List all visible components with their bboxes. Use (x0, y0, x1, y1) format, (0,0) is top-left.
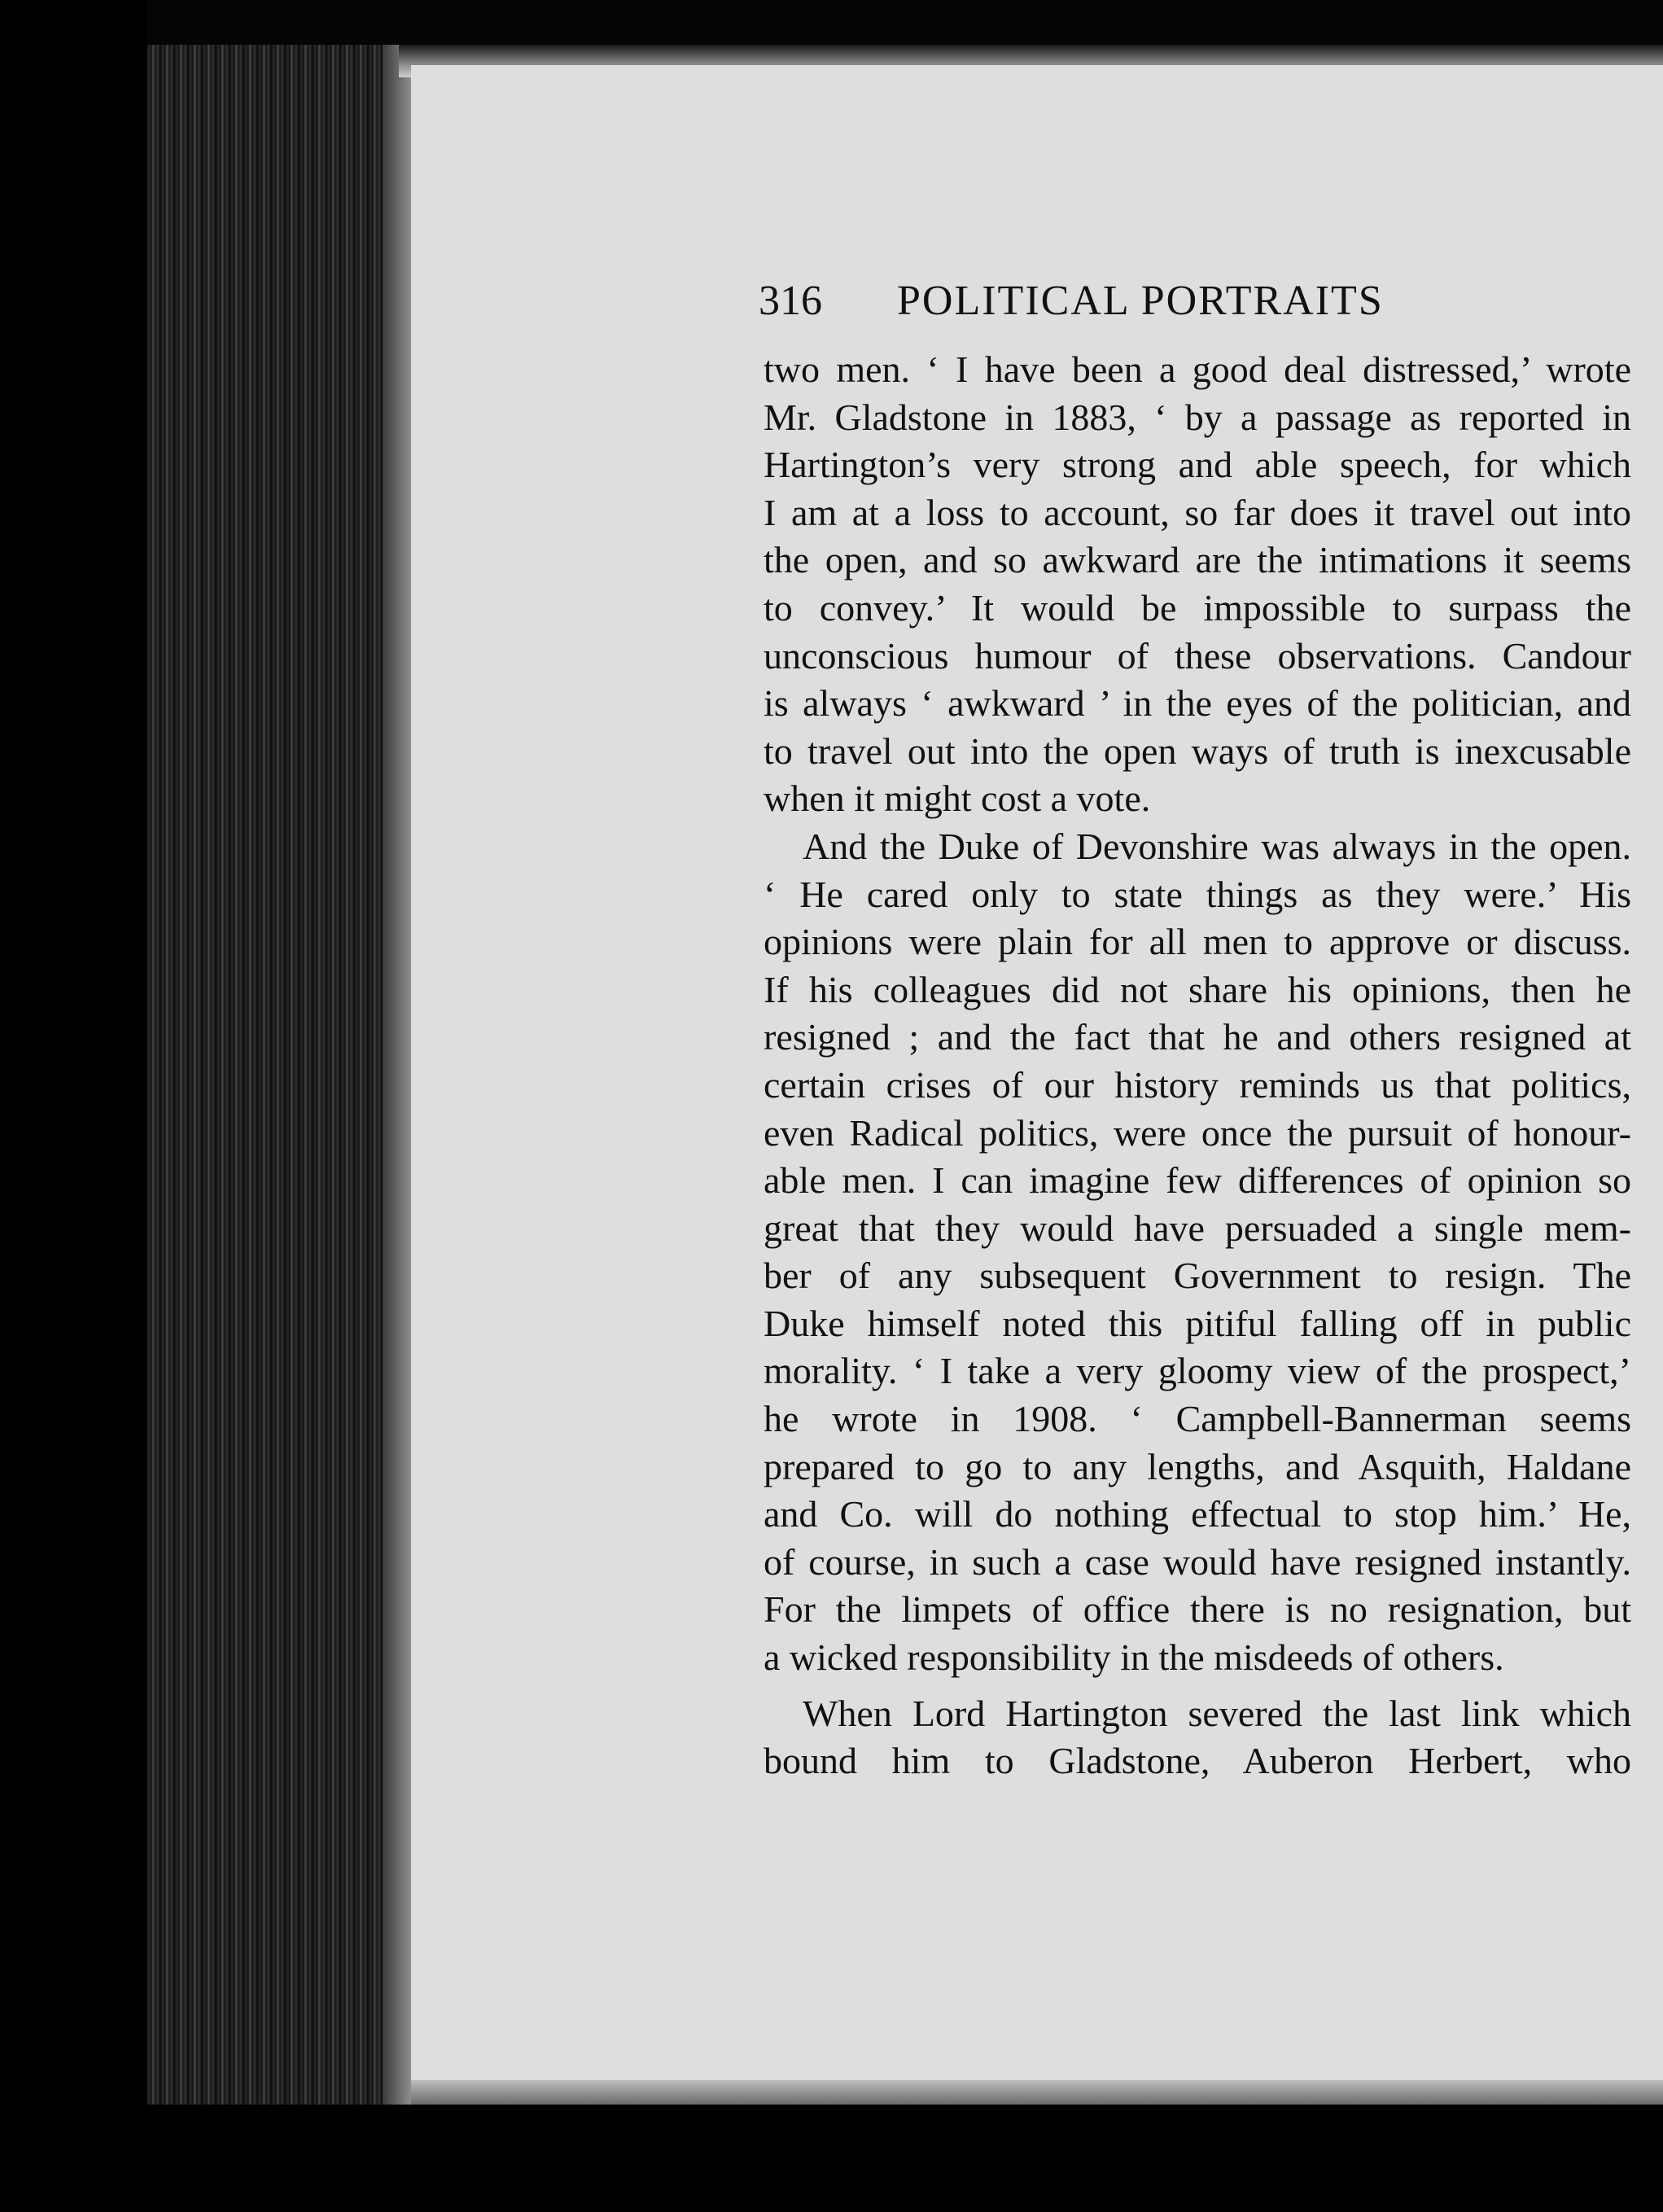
text-line: and Co. will do nothing effectual to stop him.’ He, (764, 1493, 1631, 1535)
text-line: ber of any subsequent Government to resign. The (764, 1255, 1631, 1297)
running-head (759, 269, 1646, 334)
text-line: Hartington’s very strong and able speech, for which (764, 444, 1631, 486)
text-line: When Lord Hartington severed the last link which (803, 1692, 1631, 1734)
text-line: morality. ‘ I take a very gloomy view of the prospect,’ (764, 1350, 1631, 1392)
text-line: even Radical politics, were once the pursuit of honour- (764, 1111, 1631, 1154)
text-line: the open, and so awkward are the intimations it seems (764, 539, 1631, 581)
text-line: resigned ; and the fact that he and others resigned at (764, 1016, 1631, 1058)
paragraph (764, 346, 1631, 823)
text-line: Duke himself noted this pitiful falling off in public (764, 1302, 1631, 1344)
running-title: POLITICAL PORTRAITS (897, 278, 1384, 324)
page-bottom-edge (411, 2080, 1663, 2105)
text-line: bound him to Gladstone, Auberon Herbert, who (764, 1740, 1631, 1782)
page-number: 316 (759, 278, 822, 324)
text-line: unconscious humour of these observations. Candour (764, 634, 1631, 677)
text-line: of course, in such a case would have resigned instantly. (764, 1540, 1631, 1583)
text-line: certain crises of our history reminds us that politics, (764, 1063, 1631, 1106)
text-line: ‘ He cared only to state things as they were.’ His (764, 873, 1631, 915)
text-line: able men. I can imagine few differences of opinion so (764, 1159, 1631, 1202)
text-line: For the limpets of office there is no resignation, but (764, 1588, 1631, 1631)
text-line: a wicked responsibility in the misdeeds of others. (764, 1636, 1504, 1679)
text-line: I am at a loss to account, so far does it travel out into (764, 491, 1631, 533)
text-line: when it might cost a vote. (764, 777, 1151, 820)
bottom-surround (0, 2105, 1663, 2212)
text-line: Mr. Gladstone in 1883, ‘ by a passage as reported in (764, 396, 1631, 438)
text-line: prepared to go to any lengths, and Asquith, Haldane (764, 1445, 1631, 1487)
text-line: to convey.’ It would be impossible to surpass the (764, 586, 1631, 629)
paragraph (764, 823, 1631, 1682)
text-line: is always ‘ awkward ’ in the eyes of the politician, and (764, 682, 1631, 725)
text-line: to travel out into the open ways of truth is inexcusable (764, 729, 1631, 772)
text-line: great that they would have persuaded a single mem- (764, 1207, 1631, 1249)
dark-surround (0, 0, 147, 2212)
text-line: opinions were plain for all men to approve or discuss. (764, 921, 1631, 963)
text-line: two men. ‘ I have been a good deal distressed,’ wrote (764, 348, 1631, 390)
text-line: If his colleagues did not share his opinions, then he (764, 968, 1631, 1010)
body-text (764, 346, 1631, 1785)
page-edges-binding (147, 45, 415, 2113)
text-line: And the Duke of Devonshire was always in the open. (803, 825, 1631, 867)
text-line: he wrote in 1908. ‘ Campbell-Bannerman seems (764, 1398, 1631, 1440)
paragraph (764, 1690, 1631, 1785)
